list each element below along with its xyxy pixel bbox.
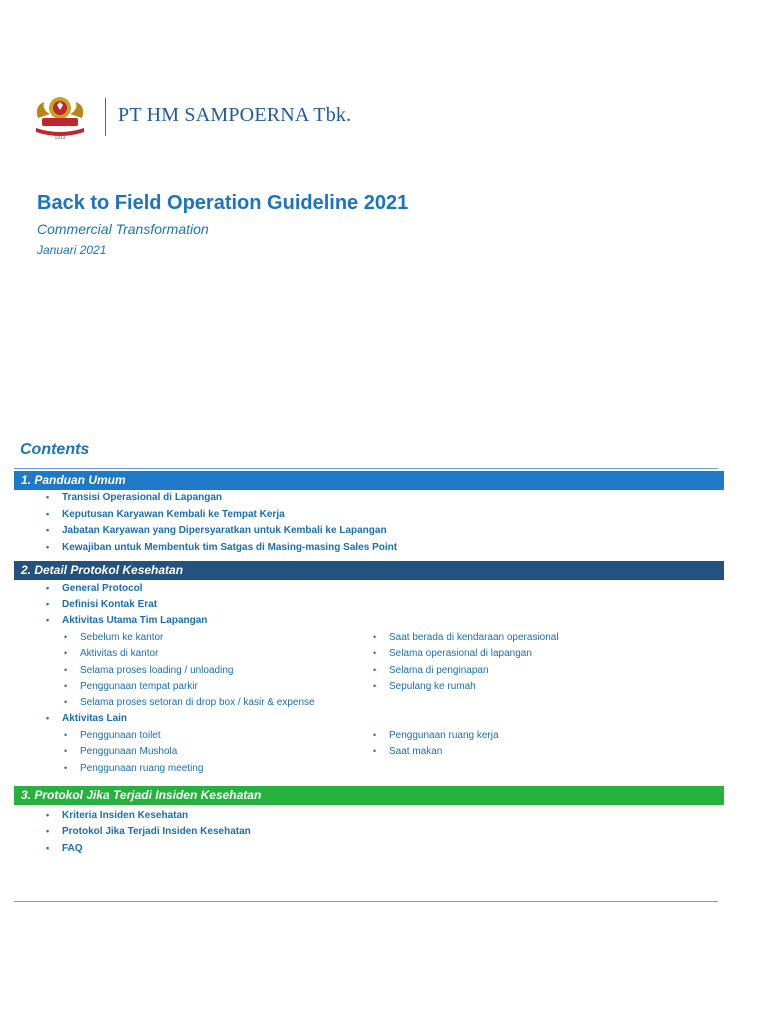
toc-subitem[interactable]: • Penggunaan toilet — [64, 730, 161, 741]
company-name: PT HM SAMPOERNA Tbk. — [118, 104, 352, 126]
section-detail-protokol-kesehatan[interactable]: 2. Detail Protokol Kesehatan — [14, 561, 724, 580]
toc-item[interactable]: • Keputusan Karyawan Kembali ke Tempat Kerja — [46, 509, 285, 520]
toc-subitem[interactable]: • Aktivitas di kantor — [64, 648, 159, 659]
document-title: Back to Field Operation Guideline 2021 — [37, 192, 409, 214]
toc-item[interactable]: • Kewajiban untuk Membentuk tim Satgas di Masing-masing Sales Point — [46, 542, 398, 553]
document-date: Januari 2021 — [37, 243, 107, 257]
toc-subitem[interactable]: • Saat berada di kendaraan operasional — [373, 632, 559, 643]
toc-item[interactable]: • Aktivitas Utama Tim Lapangan — [46, 615, 208, 626]
toc-subitem[interactable]: • Penggunaan tempat parkir — [64, 681, 198, 692]
toc-item[interactable]: • Aktivitas Lain — [46, 713, 128, 724]
contents-top-rule — [14, 468, 718, 469]
toc-item[interactable]: • Definisi Kontak Erat — [46, 599, 158, 610]
toc-subitem[interactable]: • Sepulang ke rumah — [373, 681, 476, 692]
toc-item[interactable]: • Protokol Jika Terjadi Insiden Kesehatan — [46, 826, 251, 837]
toc-subitem[interactable]: • Selama operasional di lapangan — [373, 648, 532, 659]
toc-subitem[interactable]: • Saat makan — [373, 746, 443, 757]
toc-item[interactable]: • Transisi Operasional di Lapangan — [46, 492, 223, 503]
toc-subitem[interactable]: • Penggunaan ruang meeting — [64, 763, 204, 774]
contents-bottom-rule — [14, 901, 718, 902]
section-protokol-insiden[interactable]: 3. Protokol Jika Terjadi Insiden Kesehatan — [14, 786, 724, 805]
toc-subitem[interactable]: • Selama proses setoran di drop box / kasir & expense — [64, 697, 315, 708]
logo-year: 1913 — [54, 135, 66, 140]
toc-subitem[interactable]: • Penggunaan ruang kerja — [373, 730, 499, 741]
toc-item[interactable]: • FAQ — [46, 843, 83, 854]
document-subtitle: Commercial Transformation — [37, 221, 209, 237]
section-panduan-umum[interactable]: 1. Panduan Umum — [14, 471, 724, 490]
toc-item[interactable]: • General Protocol — [46, 583, 143, 594]
brand-divider — [105, 98, 106, 136]
contents-heading: Contents — [20, 441, 90, 458]
toc-subitem[interactable]: • Sebelum ke kantor — [64, 632, 164, 643]
toc-item[interactable]: • Jabatan Karyawan yang Dipersyaratkan untuk Kembali ke Lapangan — [46, 525, 387, 536]
toc-subitem[interactable]: • Selama proses loading / unloading — [64, 665, 234, 676]
toc-subitem[interactable]: • Selama di penginapan — [373, 665, 489, 676]
toc-subitem[interactable]: • Penggunaan Mushola — [64, 746, 178, 757]
sampoerna-crest-icon — [30, 88, 90, 140]
toc-item[interactable]: • Kriteria Insiden Kesehatan — [46, 810, 189, 821]
